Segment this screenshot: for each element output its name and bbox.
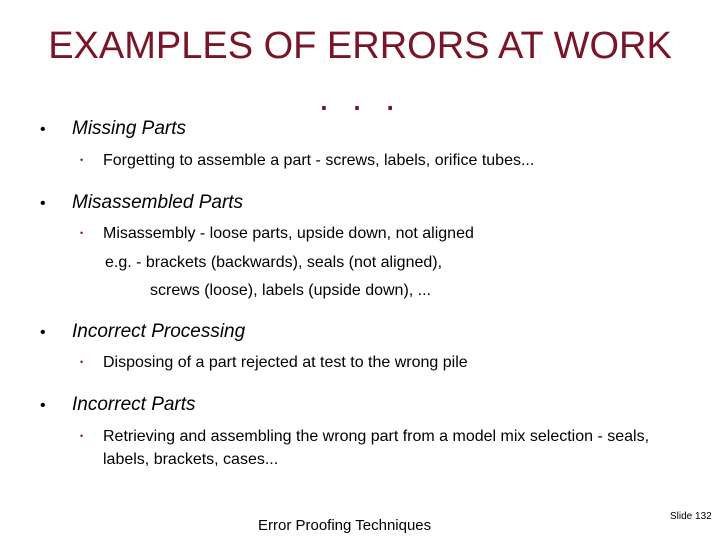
bullet-missing-parts <box>40 118 186 140</box>
slide-title: EXAMPLES OF ERRORS AT WORK <box>48 25 672 67</box>
sub-bullet-text: Forgetting to assemble a part - screws, labels, orifice tubes... <box>103 152 535 169</box>
sub-bullet-glyph: • <box>80 357 84 367</box>
bullet-glyph: • <box>40 195 46 212</box>
slide-number: Slide 132 <box>670 511 712 522</box>
bullet-glyph: • <box>40 121 46 138</box>
sub-bullet-text: Disposing of a part rejected at test to the wrong pile <box>103 354 468 371</box>
bullet-incorrect-processing <box>40 321 245 343</box>
bullet-glyph: • <box>40 397 46 414</box>
sub-bullet-glyph: • <box>80 431 84 441</box>
sub-bullet <box>80 425 670 471</box>
continuation-line: screws (loose), labels (upside down), ... <box>150 282 431 299</box>
bullet-glyph: • <box>40 324 46 341</box>
bullet-heading: Incorrect Processing <box>72 321 246 342</box>
sub-bullet <box>80 351 670 374</box>
continuation-line: e.g. - brackets (backwards), seals (not aligned), <box>105 254 443 271</box>
bullet-heading: Misassembled Parts <box>72 192 244 213</box>
bullet-heading: Incorrect Parts <box>72 394 196 415</box>
sub-bullet <box>80 149 670 172</box>
slide-title-continuation: . . . <box>318 77 402 119</box>
sub-bullet <box>80 222 670 245</box>
bullet-incorrect-parts <box>40 394 196 416</box>
bullet-misassembled-parts <box>40 192 243 214</box>
bullet-heading: Missing Parts <box>72 118 187 139</box>
sub-bullet-text: Misassembly - loose parts, upside down, not aligned <box>103 225 474 242</box>
sub-bullet-text: Retrieving and assembling the wrong part from a model mix selection - seals, labels, brackets, cases... <box>103 428 650 468</box>
footer-text: Error Proofing Techniques <box>258 517 432 534</box>
sub-bullet-glyph: • <box>80 228 84 238</box>
sub-bullet-glyph: • <box>80 155 84 165</box>
